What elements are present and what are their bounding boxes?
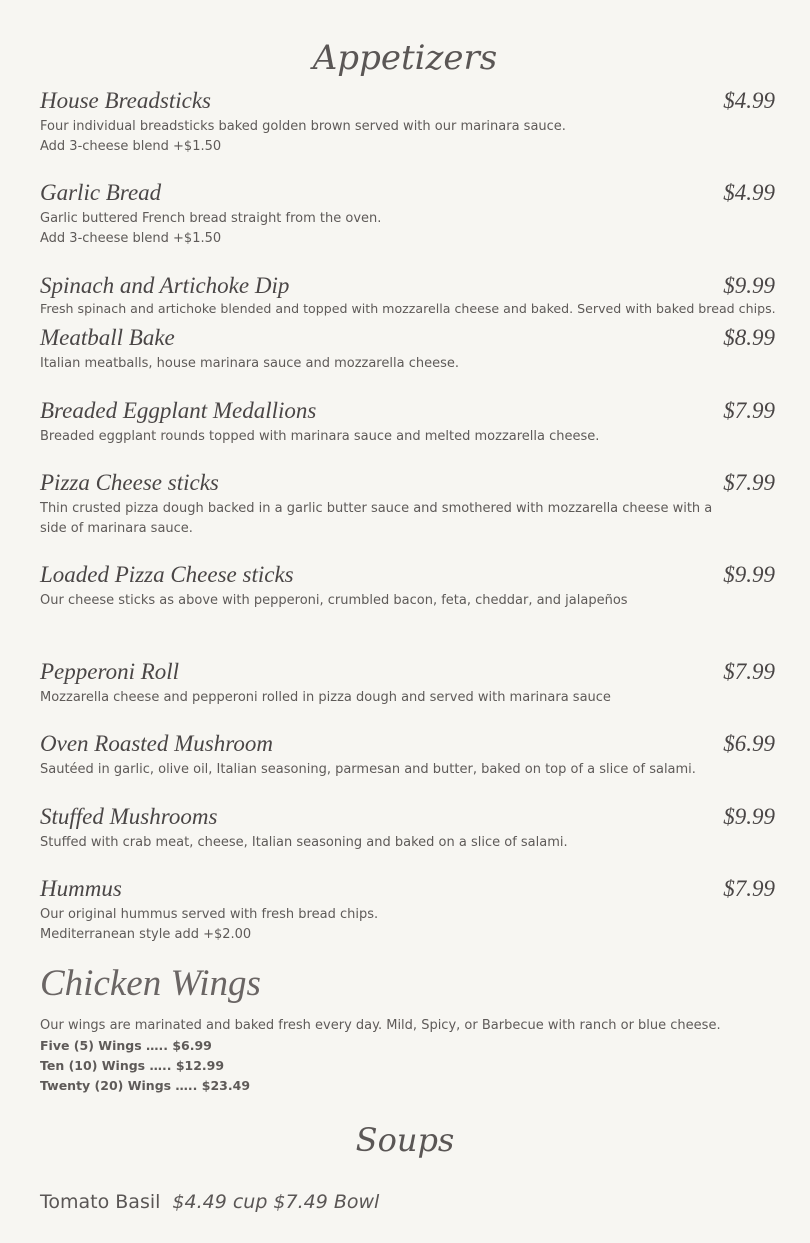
wings-option: Five (5) Wings ….. $6.99 — [40, 1038, 212, 1053]
appetizers-heading: Appetizers — [312, 38, 498, 78]
item-name: Loaded Pizza Cheese sticks — [40, 562, 294, 587]
item-price: $9.99 — [723, 562, 775, 587]
wings-description: Our wings are marinated and baked fresh every day. Mild, Spicy, or Barbecue with ranch or blue cheese. — [40, 1018, 721, 1033]
item-addon: Add 3-cheese blend +$1.50 — [40, 231, 222, 246]
menu-item-pizza-cheese-sticks — [40, 470, 775, 539]
wings-option: Twenty (20) Wings ….. $23.49 — [40, 1078, 251, 1093]
item-description: Sautéed in garlic, olive oil, Italian seasoning, parmesan and butter, baked on top of a slice of salami. — [40, 762, 696, 777]
menu-item-hummus — [40, 876, 775, 945]
menu-item-loaded-pizza-cheese-sticks — [40, 562, 775, 611]
item-description: Mozzarella cheese and pepperoni rolled in pizza dough and served with marinara sauce — [40, 690, 611, 705]
menu-item-house-breadsticks — [40, 88, 775, 157]
item-price: $7.99 — [723, 398, 775, 423]
menu-item-oven-roasted-mushroom — [40, 731, 775, 780]
item-name: Pepperoni Roll — [40, 659, 180, 684]
item-description: Our original hummus served with fresh bread chips. — [40, 907, 379, 922]
item-name: Breaded Eggplant Medallions — [40, 398, 317, 423]
item-price: $9.99 — [723, 804, 775, 829]
wings-option: Ten (10) Wings ….. $12.99 — [40, 1058, 225, 1073]
item-addon: Mediterranean style add +$2.00 — [40, 927, 252, 942]
item-name: Garlic Bread — [40, 180, 162, 205]
item-name: Meatball Bake — [40, 325, 175, 350]
item-description: Italian meatballs, house marinara sauce and mozzarella cheese. — [40, 356, 459, 371]
item-price: $8.99 — [723, 325, 775, 350]
menu-item-stuffed-mushrooms — [40, 804, 775, 853]
item-price: $4.99 — [723, 88, 775, 113]
item-description: Thin crusted pizza dough backed in a garlic butter sauce and smothered with mozzarella cheese with a side of marinara sauce. — [40, 501, 713, 536]
item-description: Garlic buttered French bread straight from the oven. — [40, 211, 382, 226]
menu-item-garlic-bread — [40, 180, 775, 249]
soup-price: $4.49 cup $7.49 Bowl — [172, 1191, 380, 1213]
item-name: Stuffed Mushrooms — [40, 804, 218, 829]
chicken-wings-heading: Chicken Wings — [40, 963, 261, 1004]
menu-item-spinach-artichoke-dip — [40, 273, 775, 319]
item-name: Pizza Cheese sticks — [40, 470, 219, 495]
item-name: Oven Roasted Mushroom — [40, 731, 273, 756]
menu-item-meatball-bake — [40, 325, 775, 374]
item-price: $6.99 — [723, 731, 775, 756]
item-name: Hummus — [40, 876, 122, 901]
item-addon: Add 3-cheese blend +$1.50 — [40, 139, 222, 154]
item-price: $7.99 — [723, 876, 775, 901]
item-description: Our cheese sticks as above with pepperoni, crumbled bacon, feta, cheddar, and jalapeños — [40, 593, 628, 608]
item-description: Four individual breadsticks baked golden brown served with our marinara sauce. — [40, 119, 566, 134]
item-name: House Breadsticks — [40, 88, 211, 113]
item-price: $7.99 — [723, 659, 775, 684]
item-description: Fresh spinach and artichoke blended and topped with mozzarella cheese and baked. Served with baked bread chips. — [40, 301, 776, 316]
soup-item-tomato-basil — [40, 1191, 379, 1213]
item-price: $4.99 — [723, 180, 775, 205]
wings-section — [40, 1016, 775, 1096]
item-name: Spinach and Artichoke Dip — [40, 273, 290, 298]
item-price: $7.99 — [723, 470, 775, 495]
item-description: Stuffed with crab meat, cheese, Italian seasoning and baked on a slice of salami. — [40, 835, 568, 850]
item-price: $9.99 — [723, 273, 775, 298]
soup-name: Tomato Basil — [40, 1191, 161, 1213]
item-description: Breaded eggplant rounds topped with marinara sauce and melted mozzarella cheese. — [40, 429, 600, 444]
menu-item-pepperoni-roll — [40, 659, 775, 708]
menu-item-breaded-eggplant — [40, 398, 775, 447]
soups-heading: Soups — [355, 1121, 455, 1159]
